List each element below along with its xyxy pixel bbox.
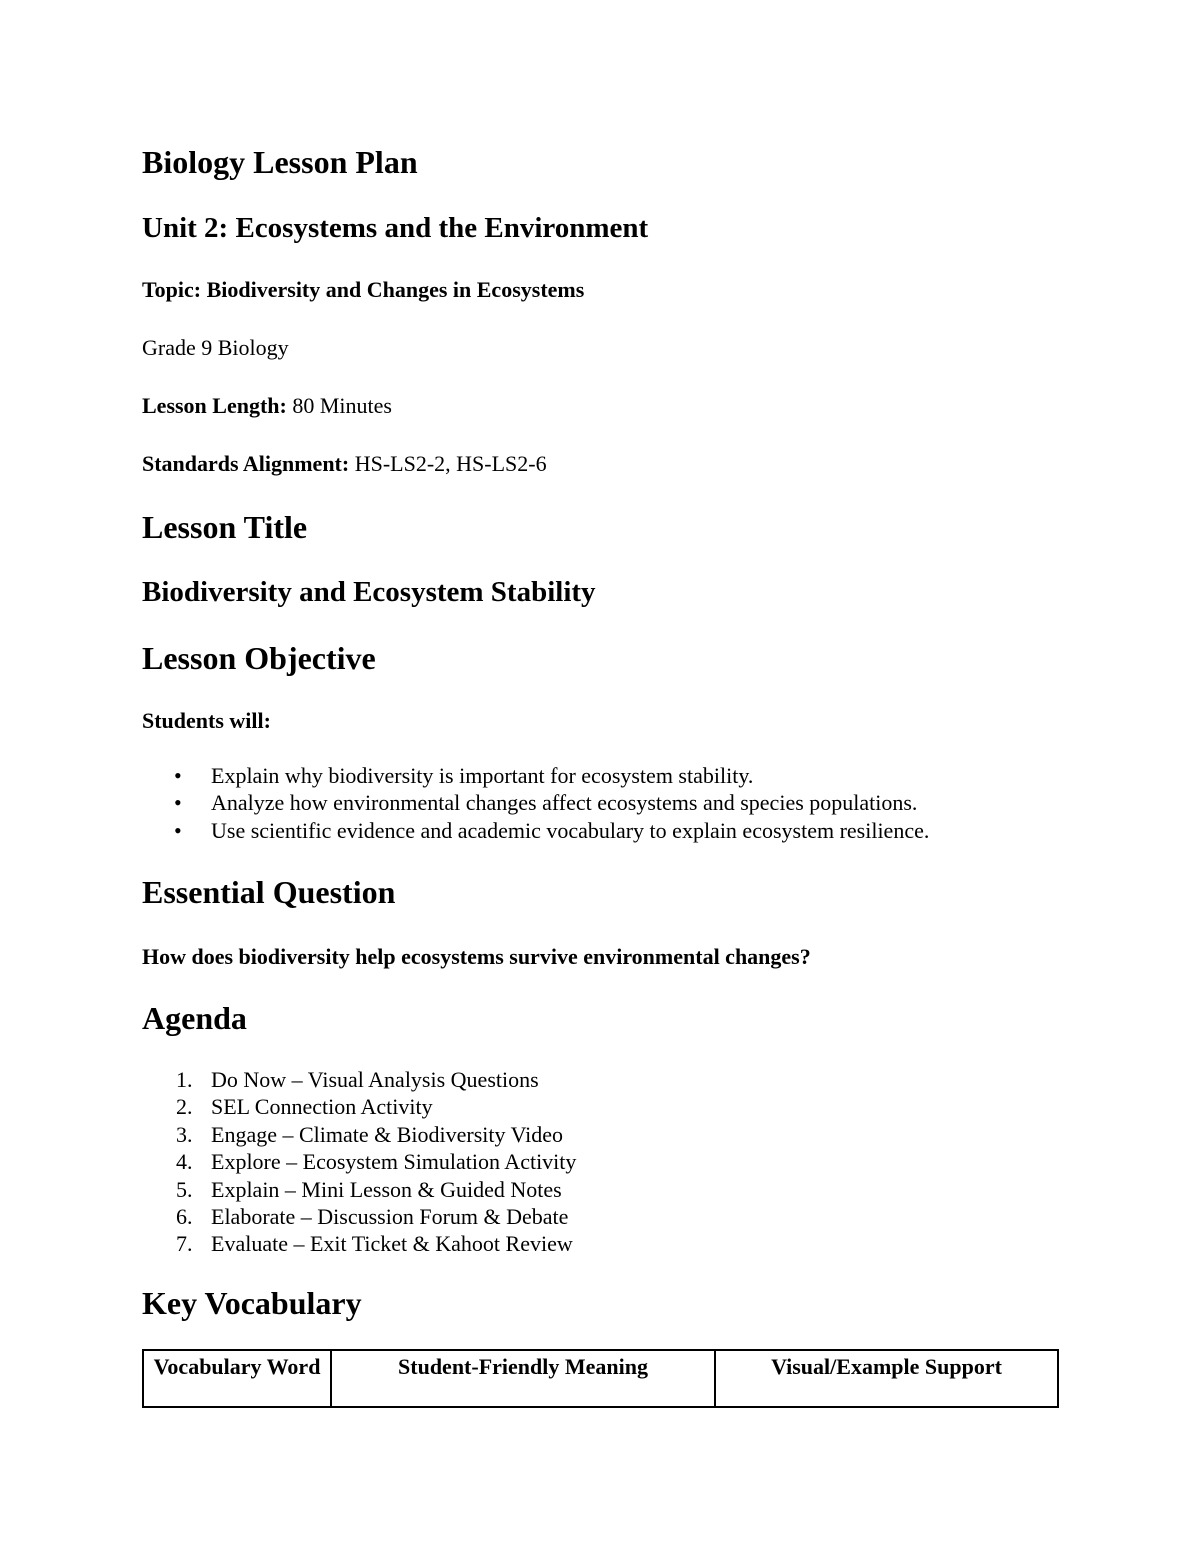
bullet-icon: • (174, 763, 182, 788)
objective-text: Analyze how environmental changes affect ecosystems and species populations. (211, 790, 918, 816)
agenda-number: 6. (176, 1204, 193, 1230)
lesson-length-value: 80 Minutes (286, 393, 392, 418)
list-item (142, 1148, 576, 1175)
column-header-visual-example-support: Visual/Example Support (715, 1350, 1058, 1407)
column-header-vocabulary-word: Vocabulary Word (143, 1350, 331, 1407)
agenda-number: 2. (176, 1094, 193, 1120)
objective-text: Use scientific evidence and academic vocabulary to explain ecosystem resilience. (211, 817, 930, 843)
bullet-icon: • (174, 790, 182, 816)
agenda-text: Evaluate – Exit Ticket & Kahoot Review (211, 1231, 573, 1257)
list-item (142, 1203, 576, 1230)
bullet-icon: • (174, 817, 182, 843)
list-item (142, 817, 929, 844)
agenda-number: 7. (176, 1231, 193, 1257)
key-vocabulary-heading: Key Vocabulary (142, 1285, 362, 1321)
column-header-student-friendly-meaning: Student-Friendly Meaning (331, 1350, 715, 1407)
list-item (142, 1176, 576, 1203)
essential-question-heading: Essential Question (142, 874, 396, 910)
document-title: Biology Lesson Plan (142, 144, 418, 180)
lesson-title-heading: Lesson Title (142, 509, 308, 545)
list-item (142, 1093, 576, 1120)
agenda-text: Elaborate – Discussion Forum & Debate (211, 1204, 569, 1230)
standards-value: HS-LS2-2, HS-LS2-6 (349, 451, 547, 476)
agenda-text: Engage – Climate & Biodiversity Video (211, 1121, 564, 1147)
objective-list (142, 762, 929, 844)
agenda-number: 5. (176, 1176, 193, 1202)
agenda-text: Explore – Ecosystem Simulation Activity (211, 1149, 577, 1175)
list-item (142, 1066, 576, 1093)
list-item (142, 1230, 576, 1257)
agenda-number: 1. (176, 1067, 193, 1092)
list-item (142, 762, 929, 789)
lesson-length-label: Lesson Length: (142, 393, 287, 418)
lesson-length-line (142, 392, 392, 420)
list-item (142, 1121, 576, 1148)
agenda-text: Do Now – Visual Analysis Questions (211, 1067, 539, 1092)
essential-question-text: How does biodiversity help ecosystems survive environmental changes? (142, 944, 811, 969)
agenda-list (142, 1066, 576, 1258)
agenda-text: Explain – Mini Lesson & Guided Notes (211, 1176, 562, 1202)
standards-label: Standards Alignment: (142, 451, 350, 476)
standards-line (142, 450, 547, 478)
agenda-heading: Agenda (142, 1000, 247, 1036)
objective-intro: Students will: (142, 708, 271, 733)
objective-text: Explain why biodiversity is important for ecosystem stability. (211, 763, 754, 788)
vocabulary-table (142, 1349, 1059, 1408)
table-header-row (143, 1350, 1058, 1407)
list-item (142, 789, 929, 816)
agenda-number: 3. (176, 1121, 193, 1147)
topic-line: Topic: Biodiversity and Changes in Ecosystems (142, 277, 585, 302)
grade-line: Grade 9 Biology (142, 335, 289, 360)
lesson-objective-heading: Lesson Objective (142, 640, 376, 676)
unit-heading: Unit 2: Ecosystems and the Environment (142, 212, 649, 244)
lesson-title-text: Biodiversity and Ecosystem Stability (142, 576, 596, 608)
agenda-text: SEL Connection Activity (211, 1094, 433, 1120)
agenda-number: 4. (176, 1149, 193, 1175)
